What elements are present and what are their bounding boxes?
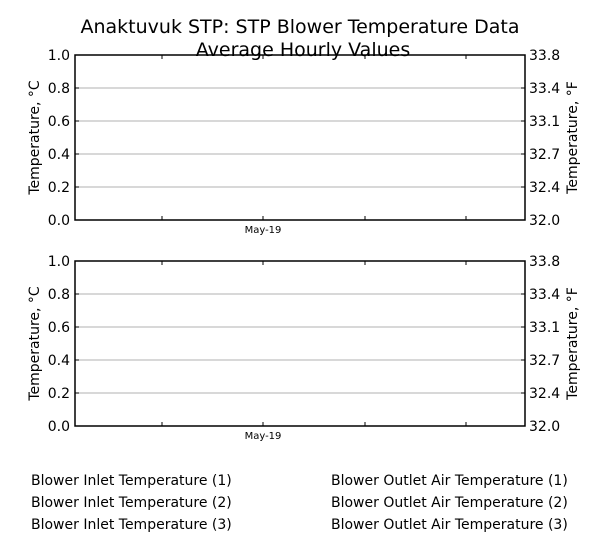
x-tick-label: May-19 [244,225,282,236]
legend-entry: Blower Outlet Air Temperature (3) [331,517,568,533]
y-tick-label: 0.2 [47,180,70,196]
y-axis-label-right: Temperature, °F [565,81,581,194]
legend-left-column [31,470,311,536]
y-tick-label: 0.6 [47,114,70,130]
y-tick-label-right: 33.1 [529,114,561,130]
y-tick-label: 0.8 [47,287,70,303]
y-tick-label-right: 33.1 [529,320,561,336]
legend-entry: Blower Inlet Temperature (3) [31,517,232,533]
y-axis-label-right: Temperature, °F [565,287,581,400]
y-tick-label: 0.4 [47,147,70,163]
y-tick-label-right: 32.4 [529,180,561,196]
y-tick-label-right: 32.7 [529,353,561,369]
plot-frame [75,261,525,426]
y-tick-label: 0.0 [47,419,70,435]
y-tick-label-right: 33.8 [529,48,561,64]
plot-frame [75,55,525,220]
y-tick-label: 0.6 [47,320,70,336]
y-tick-label-right: 33.4 [529,287,561,303]
y-axis-label-left: Temperature, °C [27,80,43,195]
y-tick-label-right: 33.4 [529,81,561,97]
y-tick-label-right: 32.4 [529,386,561,402]
legend-entry: Blower Outlet Air Temperature (1) [331,473,568,489]
legend-entry: Blower Inlet Temperature (2) [31,495,232,511]
y-tick-label: 0.2 [47,386,70,402]
y-tick-label: 0.4 [47,353,70,369]
y-tick-label: 0.8 [47,81,70,97]
y-tick-label-right: 32.7 [529,147,561,163]
legend-entry: Blower Outlet Air Temperature (2) [331,495,568,511]
y-tick-label: 0.0 [47,213,70,229]
legend-entry: Blower Inlet Temperature (1) [31,473,232,489]
chart-subtitle: Average Hourly Values [195,39,411,61]
legend-right-column [331,470,600,536]
y-tick-label: 1.0 [47,48,70,64]
chart-title: Anaktuvuk STP: STP Blower Temperature Data [80,16,520,38]
y-tick-label-right: 32.0 [529,419,561,435]
x-tick-label: May-19 [244,431,282,442]
y-axis-label-left: Temperature, °C [27,286,43,401]
y-tick-label-right: 33.8 [529,254,561,270]
y-tick-label-right: 32.0 [529,213,561,229]
y-tick-label: 1.0 [47,254,70,270]
